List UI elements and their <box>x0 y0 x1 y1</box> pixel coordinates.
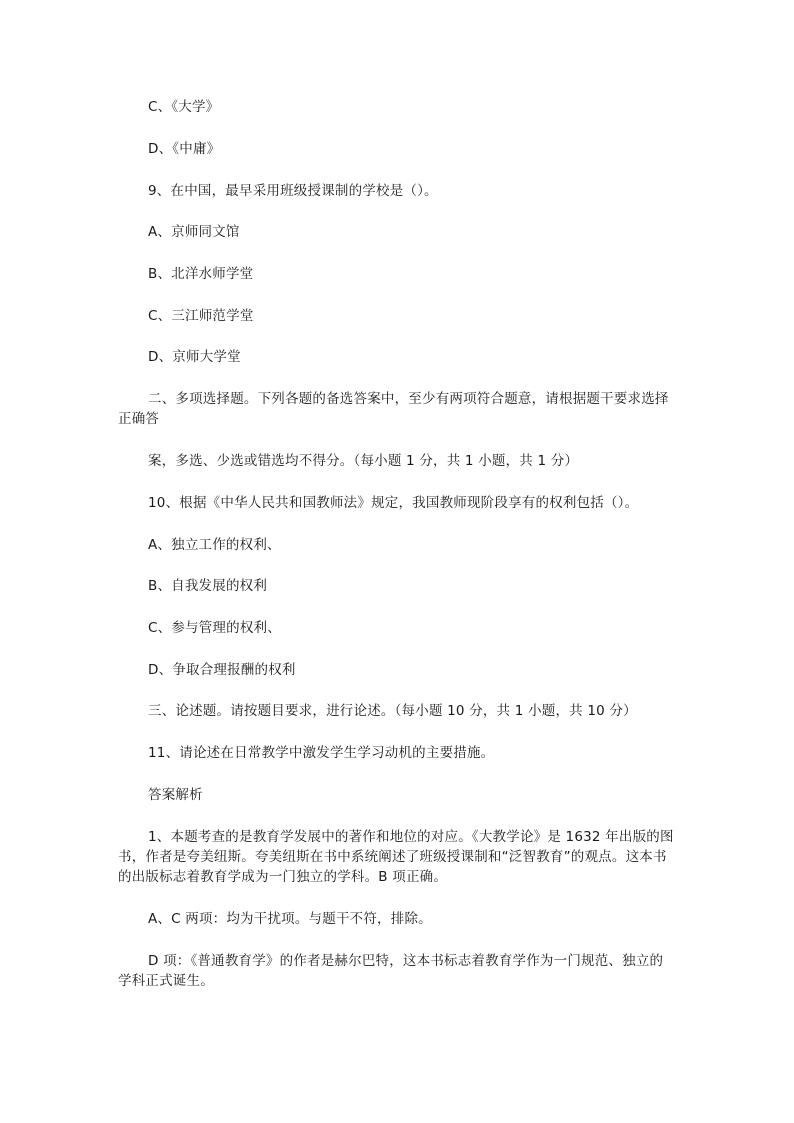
section3-heading: 三、论述题。请按题目要求，进行论述。（每小题 10 分，共 1 小题，共 10 分） <box>148 703 637 719</box>
section2-continuation: 案，多选、少选或错选均不得分。（每小题 1 分，共 1 小题，共 1 分） <box>148 453 579 469</box>
answer-paragraph-3: D 项：《普通教育学》的作者是赫尔巴特，这本书标志着教育学作为一门规范、独立的学科正式诞生。 <box>118 953 664 989</box>
q10-stem: 10、根据《中华人民共和国教师法》规定，我国教师现阶段享有的权利包括（）。 <box>148 495 639 511</box>
q10-option-a: A、独立工作的权利、 <box>148 537 281 553</box>
q10-option-d: D、争取合理报酬的权利 <box>148 662 296 678</box>
q9-option-d: D、京师大学堂 <box>148 349 241 365</box>
q9-option-b: B、北洋水师学堂 <box>148 266 254 282</box>
q11-stem: 11、请论述在日常教学中激发学生学习动机的主要措施。 <box>148 745 495 761</box>
q10-option-c: C、参与管理的权利、 <box>148 620 281 636</box>
q9-option-c: C、三江师范学堂 <box>148 308 254 324</box>
q8-option-d: D、《中庸》 <box>148 141 221 157</box>
q8-option-c: C、《大学》 <box>148 99 220 115</box>
q9-stem: 9、在中国，最早采用班级授课制的学校是（）。 <box>148 183 438 199</box>
answers-title: 答案解析 <box>148 787 203 803</box>
answer-paragraph-1: 1、本题考查的是教育学发展中的著作和地位的对应。《大教学论》是 1632 年出版的图书，作者是夸美纽斯。夸美纽斯在书中系统阐述了班级授课制和“泛智教育”的观点。这本书的出版标志着教育学成为一门独立的学科。B 项正确。 <box>118 829 674 885</box>
q10-option-b: B、自我发展的权利 <box>148 578 268 594</box>
section2-heading: 二、多项选择题。下列各题的备选答案中，至少有两项符合题意，请根据题干要求选择正确答 <box>118 391 669 427</box>
answer-paragraph-2: A、C 两项：均为干扰项。与题干不符，排除。 <box>148 911 432 927</box>
q9-option-a: A、京师同文馆 <box>148 224 240 240</box>
